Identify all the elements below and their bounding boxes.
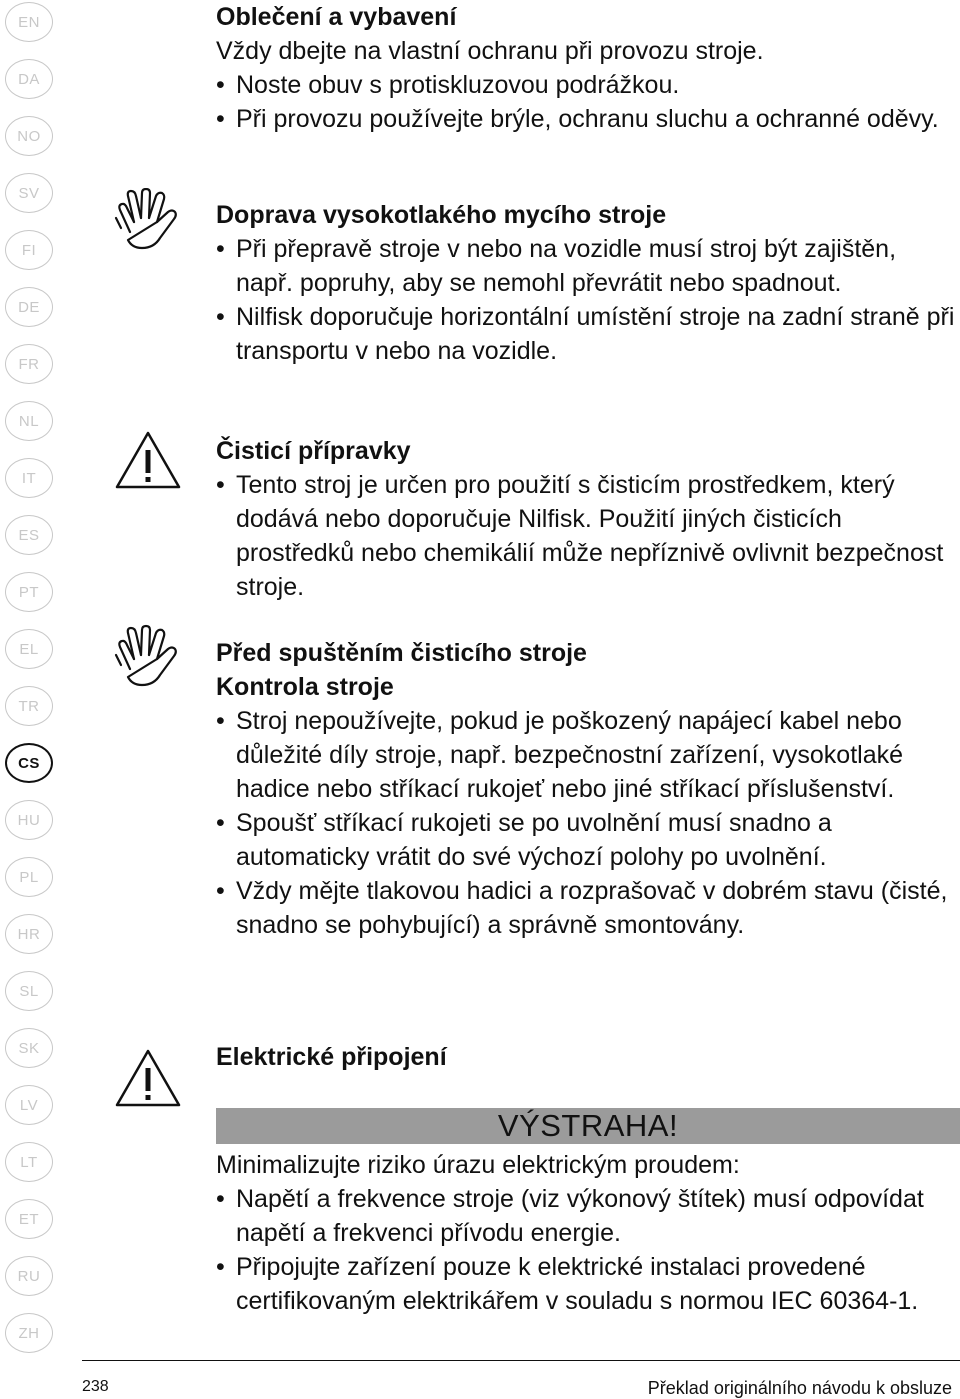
lang-tab-fi[interactable]: FI [5, 230, 53, 270]
lang-tab-hr[interactable]: HR [5, 914, 53, 954]
section-before-start [216, 636, 956, 942]
lang-tab-it[interactable]: IT [5, 458, 53, 498]
list-item: • Tento stroj je určen pro použití s čisticím prostředkem, který dodává nebo doporučuje Nilfisk. Použití jiných čisticích prostředků nebo chemikálií může nepříznivě ovlivnit bezpečnost stroje. [216, 468, 956, 604]
list-item: • Vždy mějte tlakovou hadici a rozprašovač v dobrém stavu (čisté, snadno se pohybující) a správně smontovány. [216, 874, 956, 942]
bullet-list [216, 232, 956, 368]
lang-tab-da[interactable]: DA [5, 59, 53, 99]
bullet-list [216, 704, 956, 942]
section-heading: Čisticí přípravky [216, 437, 411, 465]
lang-tab-ru[interactable]: RU [5, 1256, 53, 1296]
footer-divider [82, 1360, 960, 1361]
warning-banner: VÝSTRAHA! [216, 1108, 960, 1144]
section-transport [216, 198, 956, 368]
list-item: • Nilfisk doporučuje horizontální umístění stroje na zadní straně při transportu v nebo na vozidle. [216, 300, 956, 368]
lang-tab-sl[interactable]: SL [5, 971, 53, 1011]
lang-tab-hu[interactable]: HU [5, 800, 53, 840]
lang-tab-fr[interactable]: FR [5, 344, 53, 384]
lang-tab-zh[interactable]: ZH [5, 1313, 53, 1353]
list-item: • Stroj nepoužívejte, pokud je poškozený napájecí kabel nebo důležité díly stroje, např. bezpečnostní zařízení, vysokotlaké hadice nebo stříkací rukojeť nebo jiné stříkací příslušenství. [216, 704, 956, 806]
lang-tab-pl[interactable]: PL [5, 857, 53, 897]
section-electrical [216, 1040, 956, 1318]
list-item: • Napětí a frekvence stroje (viz výkonový štítek) musí odpovídat napětí a frekvenci přívodu energie. [216, 1182, 956, 1250]
list-item: • Spoušť stříkací rukojeti se po uvolnění musí snadno a automaticky vrátit do své výchozí polohy po uvolnění. [216, 806, 956, 874]
lang-tab-sk[interactable]: SK [5, 1028, 53, 1068]
hand-icon [112, 188, 182, 252]
section-heading: Elektrické připojení [216, 1043, 447, 1071]
list-item: • Při přepravě stroje v nebo na vozidle musí stroj být zajištěn, např. popruhy, aby se nemohl převrátit nebo spadnout. [216, 232, 956, 300]
bullet-list [216, 68, 956, 136]
lang-tab-lt[interactable]: LT [5, 1142, 53, 1182]
bullet-list [216, 1182, 956, 1318]
lang-tab-et[interactable]: ET [5, 1199, 53, 1239]
warning-triangle-icon [114, 1048, 182, 1108]
lang-tab-de[interactable]: DE [5, 287, 53, 327]
section-intro: Vždy dbejte na vlastní ochranu při provozu stroje. [216, 37, 764, 65]
section-intro: Minimalizujte riziko úrazu elektrickým proudem: [216, 1151, 740, 1179]
section-heading: Před spuštěním čisticího stroje [216, 639, 587, 667]
lang-tab-el[interactable]: EL [5, 629, 53, 669]
lang-tab-pt[interactable]: PT [5, 572, 53, 612]
page-number: 238 [82, 1378, 109, 1395]
list-item: • Při provozu používejte brýle, ochranu sluchu a ochranné oděvy. [216, 102, 956, 136]
lang-tab-cs[interactable]: CS [5, 743, 53, 783]
section-heading: Doprava vysokotlakého mycího stroje [216, 201, 667, 229]
lang-tab-lv[interactable]: LV [5, 1085, 53, 1125]
lang-tab-en[interactable]: EN [5, 2, 53, 42]
list-item: • Připojujte zařízení pouze k elektrické instalaci provedené certifikovaným elektrikářem v souladu s normou IEC 60364-1. [216, 1250, 956, 1318]
lang-tab-es[interactable]: ES [5, 515, 53, 555]
lang-tab-nl[interactable]: NL [5, 401, 53, 441]
bullet-list [216, 468, 956, 604]
lang-tab-sv[interactable]: SV [5, 173, 53, 213]
section-clothing [216, 0, 956, 136]
footer-title: Překlad originálního návodu k obsluze [647, 1378, 952, 1398]
section-heading: Oblečení a vybavení [216, 3, 457, 31]
lang-tab-no[interactable]: NO [5, 116, 53, 156]
list-item: • Noste obuv s protiskluzovou podrážkou. [216, 68, 956, 102]
section-detergents [216, 434, 956, 604]
warning-triangle-icon [114, 430, 182, 490]
lang-tab-tr[interactable]: TR [5, 686, 53, 726]
section-subheading: Kontrola stroje [216, 673, 394, 701]
hand-icon [112, 624, 182, 690]
